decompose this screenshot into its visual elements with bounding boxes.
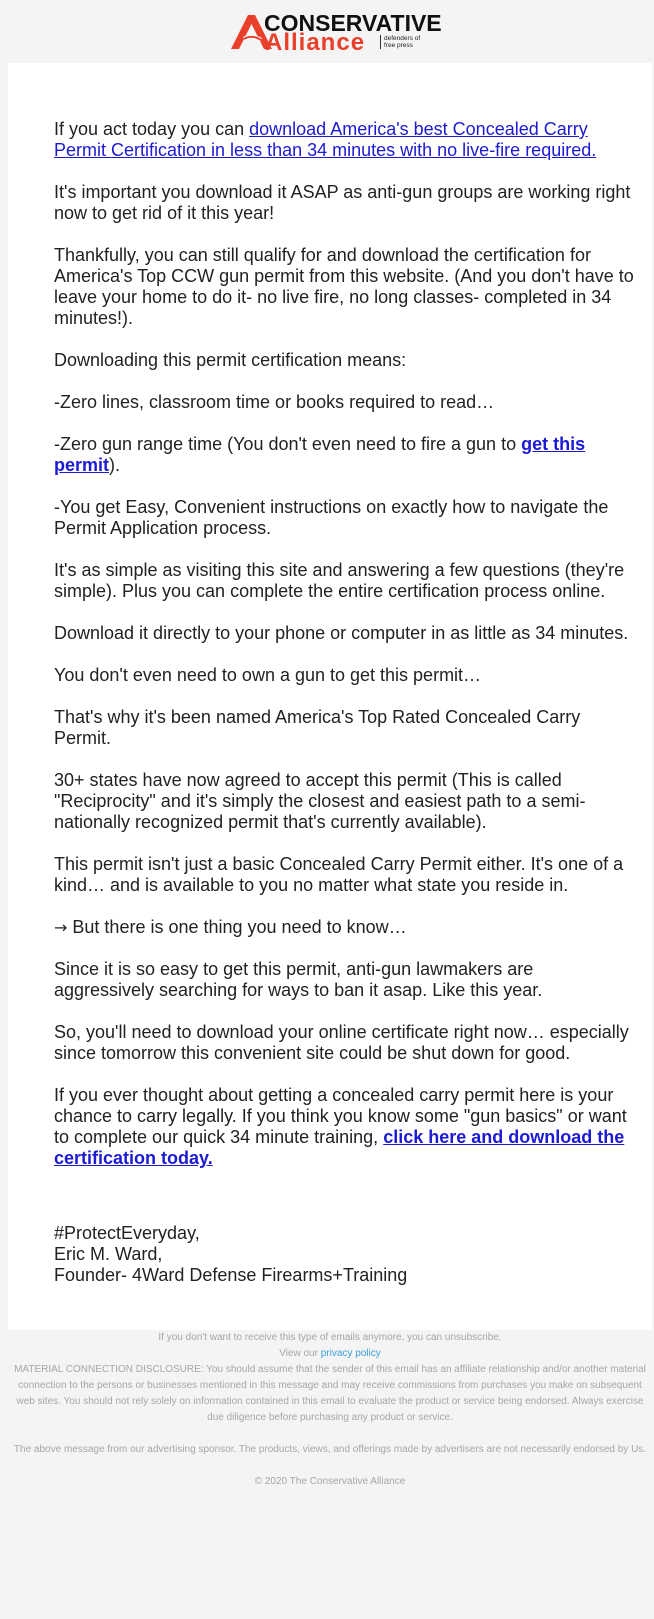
privacy-prefix: View our	[279, 1348, 321, 1359]
paragraph-urgency: It's important you download it ASAP as anti-gun groups are working right now to get rid of it this year!	[54, 182, 631, 223]
paragraph-reciprocity: 30+ states have now agreed to accept this permit (This is called "Reciprocity" and it's simply the closest and easiest path to a semi-nationally recognized permit that's currently available).	[54, 770, 586, 832]
logo-tagline-line2: free press	[384, 42, 413, 49]
paragraph-top-rated: That's why it's been named America's Top Rated Concealed Carry Permit.	[54, 707, 581, 748]
one-thing-text: But there is one thing you need to know…	[67, 917, 407, 937]
material-disclosure: MATERIAL CONNECTION DISCLOSURE: You should assume that the sender of this email has an affiliate relationship and/or another material connection to the persons or businesses mentioned in this message and may receive commissions from purchases you make on subsequent web sites. You should not rely solely on information contained in this email to evaluate the product or service being endorsed. Always exercise due diligence before purchasing any product or service.	[14, 1364, 646, 1423]
right-arrow-icon: →	[54, 918, 68, 937]
download-certification-link[interactable]: download America's best Concealed Carry Permit Certification in less than 34 minutes with no live-fire required.	[54, 119, 597, 160]
click-here-download-link[interactable]: click here and download the certification today.	[54, 1127, 625, 1168]
paragraph-zero-lines: -Zero lines, classroom time or books required to read…	[54, 392, 495, 412]
paragraph-one-thing	[54, 917, 634, 938]
cta-text: If you ever thought about getting a concealed carry permit here is your chance to carry legally. If you think you know some "gun basics" or want to complete our quick 34 minute training,	[54, 1085, 627, 1147]
sponsor-notice: The above message from our advertising sponsor. The products, views, and offerings made by advertisers are not necessarily endorsed by Us.	[13, 1444, 647, 1455]
copyright: © 2020 The Conservative Alliance	[254, 1476, 406, 1487]
paragraph-right-now: So, you'll need to download your online certificate right now… especially since tomorrow this convenient site could be shut down for good.	[54, 1022, 629, 1063]
privacy-line	[8, 1346, 652, 1362]
zero-range-text: -Zero gun range time (You don't even need to fire a gun to	[54, 434, 522, 454]
intro-text: If you act today you can	[54, 119, 250, 139]
logo-tagline	[380, 35, 420, 49]
email-body-text	[54, 119, 634, 1190]
paragraph-means: Downloading this permit certification means:	[54, 350, 407, 370]
paragraph-instructions: -You get Easy, Convenient instructions on exactly how to navigate the Permit Application process.	[54, 497, 609, 538]
paragraph-simple: It's as simple as visiting this site and answering a few questions (they're simple). Plus you can complete the entire certification process online.	[54, 560, 625, 601]
logo-word-conservative: CONSERVATIVE	[264, 10, 442, 36]
logo-tagline-line1: defenders of	[384, 35, 421, 42]
signature	[54, 1223, 634, 1286]
logo-word-alliance: Alliance	[265, 29, 366, 56]
paragraph-intro	[54, 119, 634, 161]
paragraph-download-direct: Download it directly to your phone or computer in as little as 34 minutes.	[54, 623, 629, 643]
privacy-policy-link[interactable]: privacy policy	[320, 1348, 381, 1359]
email-header	[0, 0, 654, 62]
signature-hashtag: #ProtectEveryday,	[54, 1223, 200, 1243]
paragraph-zero-range	[54, 434, 634, 476]
paragraph-qualify: Thankfully, you can still qualify for and download the certification for America's Top CCW gun permit from this website. (And you don't have to leave your home to do it- no live fire, no long classes- completed in 34 minutes!).	[54, 245, 634, 328]
paragraph-one-of-a-kind: This permit isn't just a basic Concealed Carry Permit either. It's one of a kind… and is available to you no matter what state you reside in.	[54, 854, 624, 895]
signature-name: Eric M. Ward,	[54, 1244, 163, 1264]
get-this-permit-link[interactable]: get this permit	[54, 434, 586, 475]
paragraph-lawmakers: Since it is so easy to get this permit, anti-gun lawmakers are aggressively searching for ways to ban it asap. Like this year.	[54, 959, 543, 1000]
signature-title: Founder- 4Ward Defense Firearms+Training	[54, 1265, 408, 1285]
conservative-alliance-logo[interactable]	[229, 10, 442, 56]
zero-range-suffix: ).	[109, 455, 121, 475]
paragraph-call-to-action	[54, 1085, 634, 1169]
footer-spacer-2	[8, 1458, 652, 1474]
paragraph-no-gun: You don't even need to own a gun to get this permit…	[54, 665, 482, 685]
email-footer	[8, 1330, 652, 1490]
unsubscribe-text: If you don't want to receive this type of emails anymore, you can unsubscribe.	[158, 1332, 502, 1343]
footer-spacer	[8, 1426, 652, 1442]
